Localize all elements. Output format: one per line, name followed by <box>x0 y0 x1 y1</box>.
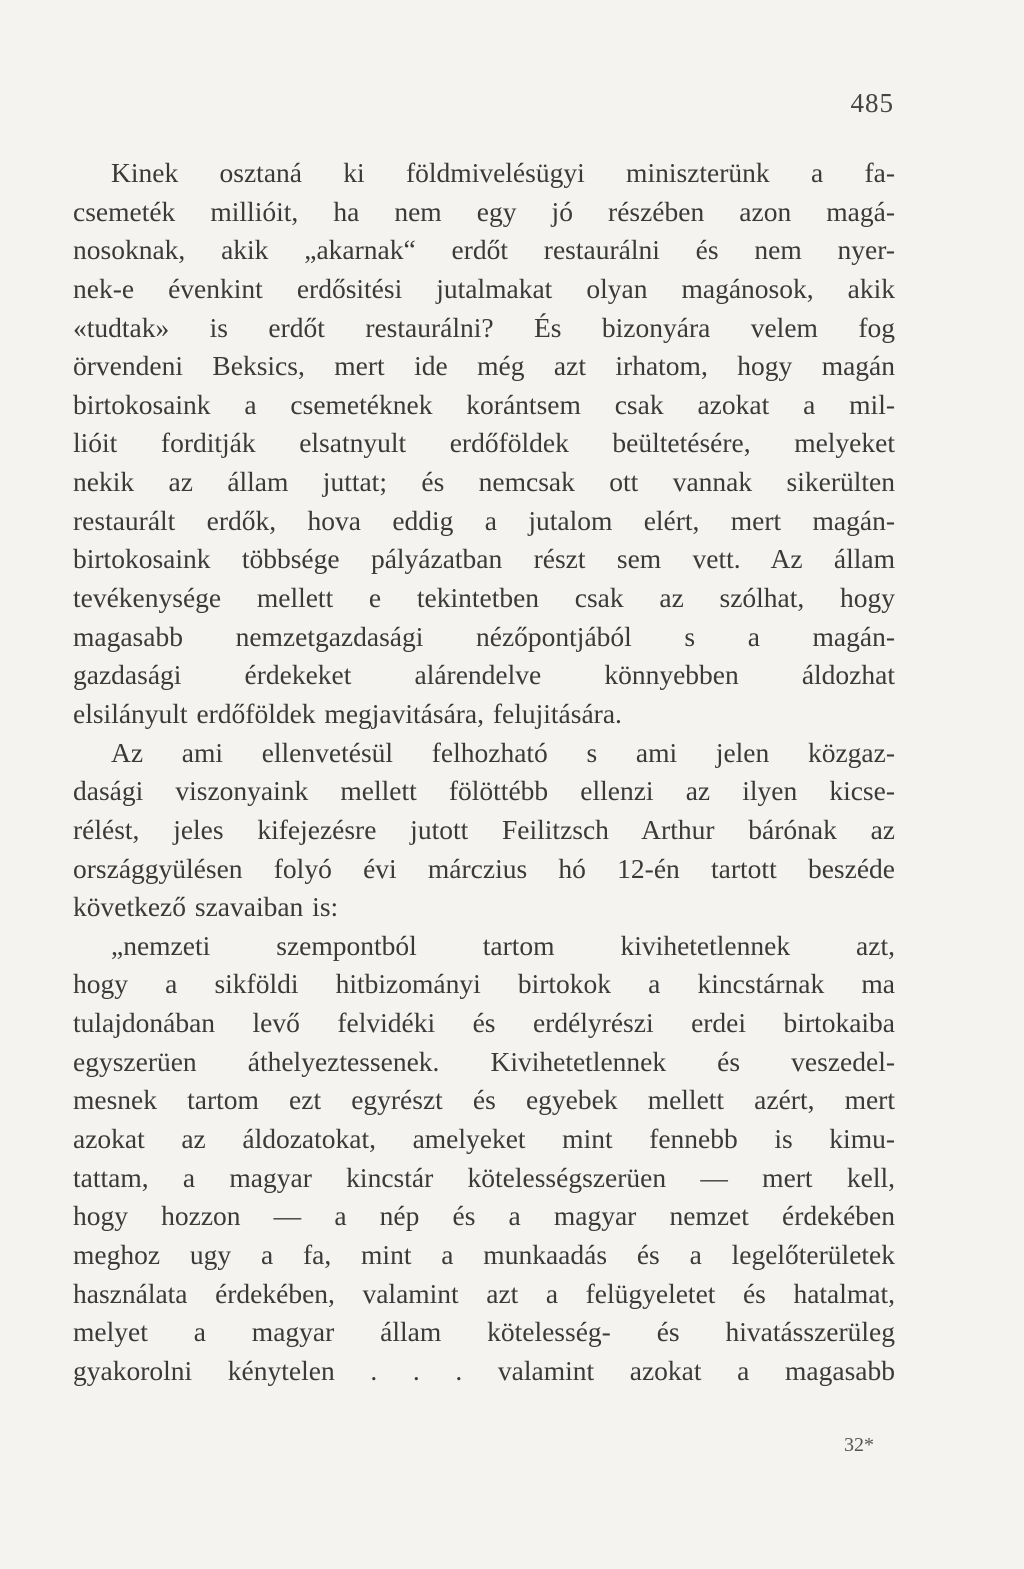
text-line: egyszerüen áthelyeztessenek. Kivihetetlennek és veszedel- <box>73 1045 895 1077</box>
text-line: „nemzeti szempontból tartom kivihetetlennek azt, <box>111 929 895 961</box>
signature-mark: 32* <box>844 1434 874 1456</box>
page-number: 485 <box>850 88 894 118</box>
text-line: azokat az áldozatokat, amelyeket mint fennebb is kimu- <box>73 1123 895 1155</box>
text-line: tulajdonában levő felvidéki és erdélyrészi erdei birtokaiba <box>73 1007 895 1039</box>
text-line: restaurált erdők, hova eddig a jutalom elért, mert magán- <box>73 504 895 536</box>
text-line: hogy hozzon — a nép és a magyar nemzet érdekében <box>73 1200 895 1232</box>
text-line: mesnek tartom ezt egyrészt és egyebek mellett azért, mert <box>73 1084 895 1116</box>
text-line: birtokosaink a csemetéknek korántsem csak azokat a mil- <box>73 388 895 420</box>
text-line: meghoz ugy a fa, mint a munkaadás és a legelőterületek <box>73 1238 895 1270</box>
text-line: rélést, jeles kifejezésre jutott Feilitzsch Arthur bárónak az <box>73 813 895 845</box>
text-line: nosoknak, akik „akarnak“ erdőt restaurálni és nem nyer- <box>73 234 895 266</box>
text-line: elsilányult erdőföldek megjavitására, felujitására. <box>73 697 622 729</box>
text-line: országgyülésen folyó évi márczius hó 12-én tartott beszéde <box>73 852 895 884</box>
body-text <box>73 154 895 1391</box>
text-line: magasabb nemzetgazdasági nézőpontjából s a magán- <box>73 620 895 652</box>
text-line: nekik az állam juttat; és nemcsak ott vannak sikerülten <box>73 466 895 498</box>
text-line: nek-e évenkint erdősitési jutalmakat olyan magánosok, akik <box>73 272 895 304</box>
text-line: melyet a magyar állam kötelesség- és hivatásszerüleg <box>73 1316 895 1348</box>
text-line: lióit forditják elsatnyult erdőföldek beültetésére, melyeket <box>73 427 895 459</box>
text-line: birtokosaink többsége pályázatban részt sem vett. Az állam <box>73 543 895 575</box>
text-line: Kinek osztaná ki földmivelésügyi miniszterünk a fa- <box>111 157 895 188</box>
text-line: Az ami ellenvetésül felhozható s ami jelen közgaz- <box>111 736 895 768</box>
text-line: dasági viszonyaink mellett fölöttébb ellenzi az ilyen kicse- <box>73 775 895 807</box>
text-line: örvendeni Beksics, mert ide még azt irhatom, hogy magán <box>73 350 895 382</box>
text-line: gazdasági érdekeket alárendelve könnyebben áldozhat <box>73 659 895 691</box>
text-line: hogy a sikföldi hitbizományi birtokok a kincstárnak ma <box>73 968 895 1000</box>
text-line: következő szavaiban is: <box>73 891 339 923</box>
text-line: használata érdekében, valamint azt a felügyeletet és hatalmat, <box>73 1277 895 1309</box>
text-line: tevékenysége mellett e tekintetben csak az szólhat, hogy <box>73 582 895 614</box>
text-line: tattam, a magyar kincstár kötelességszerüen — mert kell, <box>73 1161 895 1193</box>
text-line: «tudtak» is erdőt restaurálni? És bizonyára velem fog <box>73 311 895 343</box>
text-line: csemeték millióit, ha nem egy jó részében azon magá- <box>73 195 895 227</box>
text-line: gyakorolni kénytelen . . . valamint azokat a magasabb <box>73 1354 895 1386</box>
